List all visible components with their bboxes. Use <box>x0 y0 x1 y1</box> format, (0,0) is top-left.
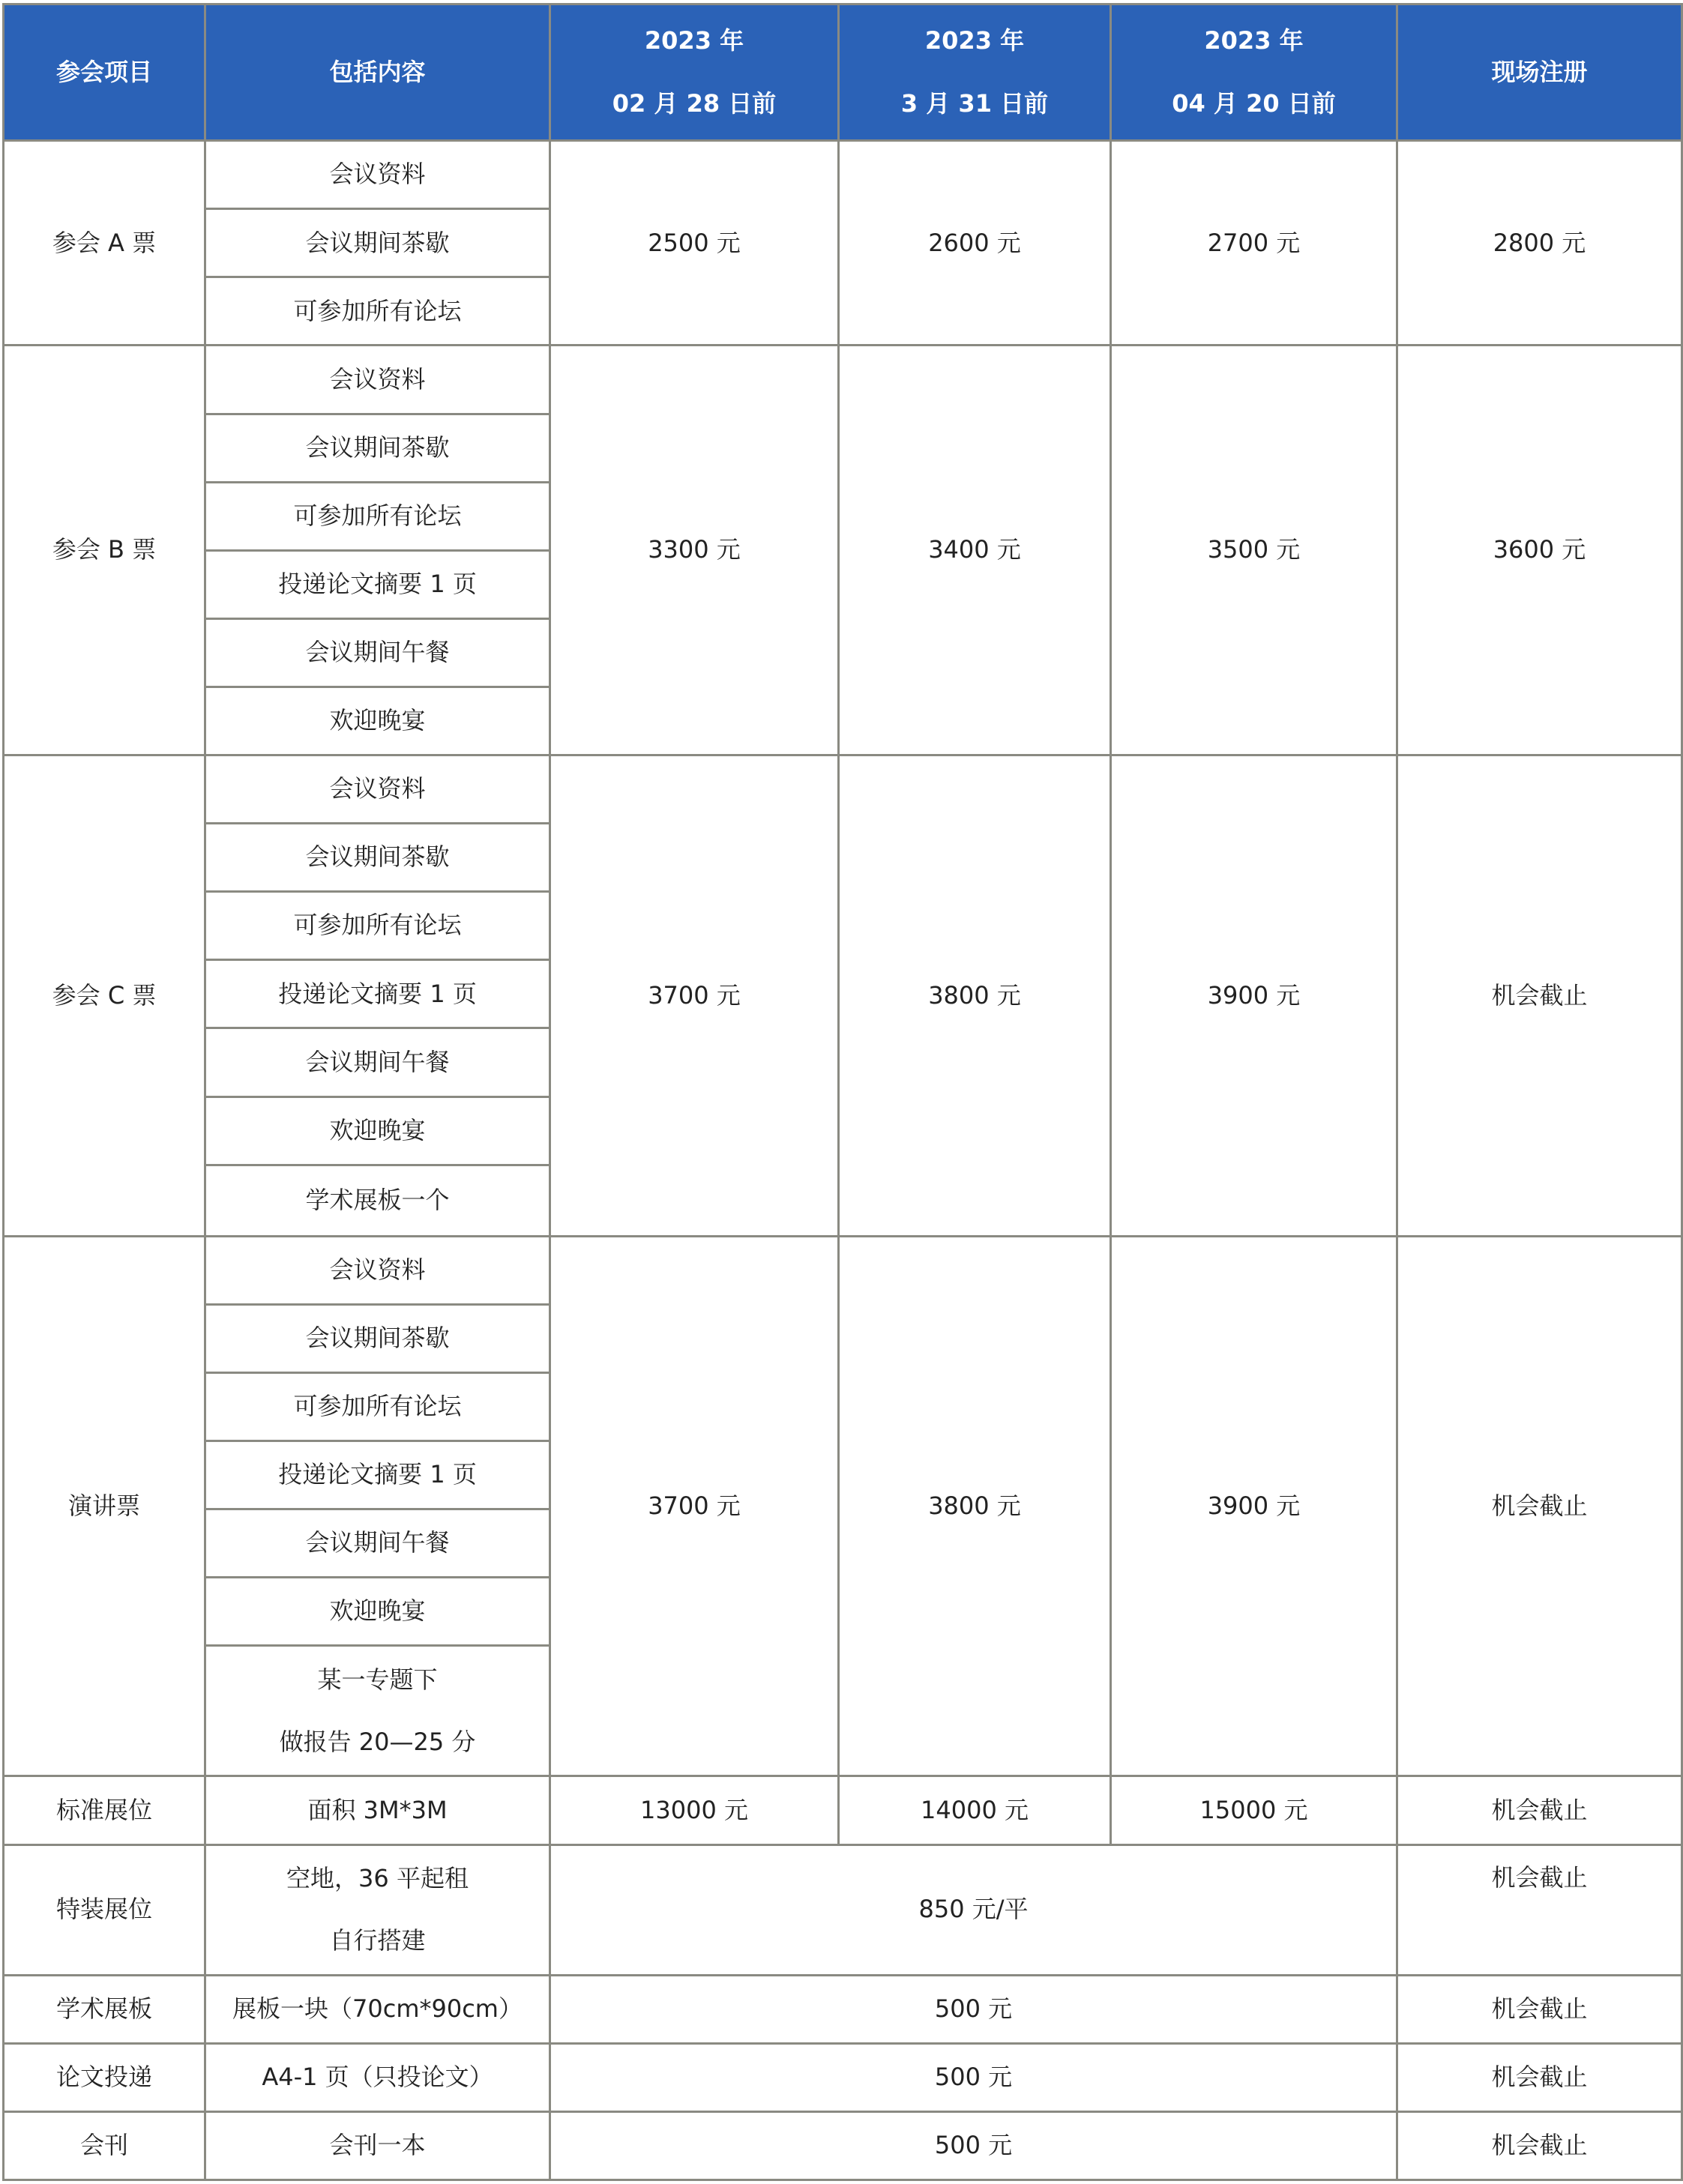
journal-price: 500 元 <box>550 2111 1397 2180</box>
paper-name: 论文投递 <box>4 2043 205 2111</box>
content-item: 投递论文摘要 1 页 <box>205 550 550 618</box>
content-item: 会议资料 <box>205 141 550 209</box>
header-period-3 <box>1111 4 1397 141</box>
ticket-b-onsite: 3600 元 <box>1397 346 1682 755</box>
poster-name: 学术展板 <box>4 1975 205 2043</box>
content-item: 会议期间茶歇 <box>205 1304 550 1372</box>
content-item: 会议资料 <box>205 755 550 824</box>
content-item: 欢迎晚宴 <box>205 1578 550 1646</box>
header-content: 包括内容 <box>205 4 550 141</box>
paper-onsite: 机会截止 <box>1397 2043 1682 2111</box>
content-item: 会议期间午餐 <box>205 618 550 687</box>
table-row <box>4 2111 1682 2180</box>
content-item-line-2: 做报告 20—25 分 <box>279 1727 476 1756</box>
special-booth-content-line-1: 空地，36 平起租 <box>286 1863 469 1892</box>
paper-price: 500 元 <box>550 2043 1397 2111</box>
header-period-1-date: 02 月 28 日前 <box>612 88 777 118</box>
header-onsite: 现场注册 <box>1397 4 1682 141</box>
content-item-line-1: 某一专题下 <box>317 1665 438 1694</box>
table-row <box>4 1844 1682 1975</box>
content-item: 学术展板一个 <box>205 1165 550 1236</box>
paper-content: A4-1 页（只投论文） <box>205 2043 550 2111</box>
ticket-a-price-3: 2700 元 <box>1111 141 1397 346</box>
ticket-b-name: 参会 B 票 <box>4 346 205 755</box>
header-period-3-date: 04 月 20 日前 <box>1172 88 1336 118</box>
ticket-c-price-3: 3900 元 <box>1111 755 1397 1237</box>
content-item: 会议期间茶歇 <box>205 414 550 482</box>
header-period-1 <box>550 4 839 141</box>
header-period-2-date: 3 月 31 日前 <box>900 88 1049 118</box>
content-item: 可参加所有论坛 <box>205 892 550 960</box>
ticket-c-price-2: 3800 元 <box>839 755 1111 1237</box>
standard-booth-name: 标准展位 <box>4 1776 205 1844</box>
special-booth-price: 850 元/平 <box>550 1844 1397 1975</box>
speaker-name: 演讲票 <box>4 1236 205 1776</box>
ticket-b-price-2: 3400 元 <box>839 346 1111 755</box>
content-item: 会议资料 <box>205 1236 550 1304</box>
registration-pricing-table <box>2 3 1683 2181</box>
special-booth-onsite: 机会截止 <box>1397 1844 1682 1975</box>
content-item: 会议期间茶歇 <box>205 209 550 277</box>
speaker-price-2: 3800 元 <box>839 1236 1111 1776</box>
content-item: 可参加所有论坛 <box>205 482 550 550</box>
special-booth-name: 特装展位 <box>4 1844 205 1975</box>
header-period-2-year: 2023 年 <box>924 26 1025 55</box>
journal-content: 会刊一本 <box>205 2111 550 2180</box>
ticket-c-onsite: 机会截止 <box>1397 755 1682 1237</box>
special-booth-content-line-2: 自行搭建 <box>329 1926 426 1955</box>
content-item: 会议期间午餐 <box>205 1028 550 1096</box>
speaker-price-3: 3900 元 <box>1111 1236 1397 1776</box>
ticket-b-price-1: 3300 元 <box>550 346 839 755</box>
ticket-a-name: 参会 A 票 <box>4 141 205 346</box>
ticket-a-price-2: 2600 元 <box>839 141 1111 346</box>
speaker-price-1: 3700 元 <box>550 1236 839 1776</box>
table-row <box>4 1776 1682 1844</box>
table-row <box>4 1975 1682 2043</box>
header-period-2 <box>839 4 1111 141</box>
special-booth-content <box>205 1844 550 1975</box>
header-period-1-year: 2023 年 <box>644 26 744 55</box>
content-item: 可参加所有论坛 <box>205 277 550 346</box>
speaker-onsite: 机会截止 <box>1397 1236 1682 1776</box>
ticket-c-name: 参会 C 票 <box>4 755 205 1237</box>
journal-name: 会刊 <box>4 2111 205 2180</box>
table-row <box>4 346 1682 414</box>
poster-price: 500 元 <box>550 1975 1397 2043</box>
header-row <box>4 4 1682 141</box>
content-item: 可参加所有论坛 <box>205 1372 550 1441</box>
ticket-c-price-1: 3700 元 <box>550 755 839 1237</box>
standard-booth-price-2: 14000 元 <box>839 1776 1111 1844</box>
standard-booth-price-3: 15000 元 <box>1111 1776 1397 1844</box>
ticket-b-price-3: 3500 元 <box>1111 346 1397 755</box>
content-item: 会议期间午餐 <box>205 1509 550 1578</box>
content-item: 投递论文摘要 1 页 <box>205 960 550 1028</box>
content-item: 欢迎晚宴 <box>205 1096 550 1165</box>
ticket-a-price-1: 2500 元 <box>550 141 839 346</box>
content-item: 投递论文摘要 1 页 <box>205 1441 550 1509</box>
standard-booth-onsite: 机会截止 <box>1397 1776 1682 1844</box>
content-item: 欢迎晚宴 <box>205 687 550 755</box>
table-row <box>4 755 1682 824</box>
table-row <box>4 2043 1682 2111</box>
table-row <box>4 1236 1682 1304</box>
table-row <box>4 141 1682 209</box>
journal-onsite: 机会截止 <box>1397 2111 1682 2180</box>
standard-booth-price-1: 13000 元 <box>550 1776 839 1844</box>
poster-onsite: 机会截止 <box>1397 1975 1682 2043</box>
poster-content: 展板一块（70cm*90cm） <box>205 1975 550 2043</box>
standard-booth-content: 面积 3M*3M <box>205 1776 550 1844</box>
header-item: 参会项目 <box>4 4 205 141</box>
ticket-a-onsite: 2800 元 <box>1397 141 1682 346</box>
header-period-3-year: 2023 年 <box>1204 26 1304 55</box>
content-item: 会议资料 <box>205 346 550 414</box>
content-item <box>205 1646 550 1776</box>
content-item: 会议期间茶歇 <box>205 824 550 892</box>
